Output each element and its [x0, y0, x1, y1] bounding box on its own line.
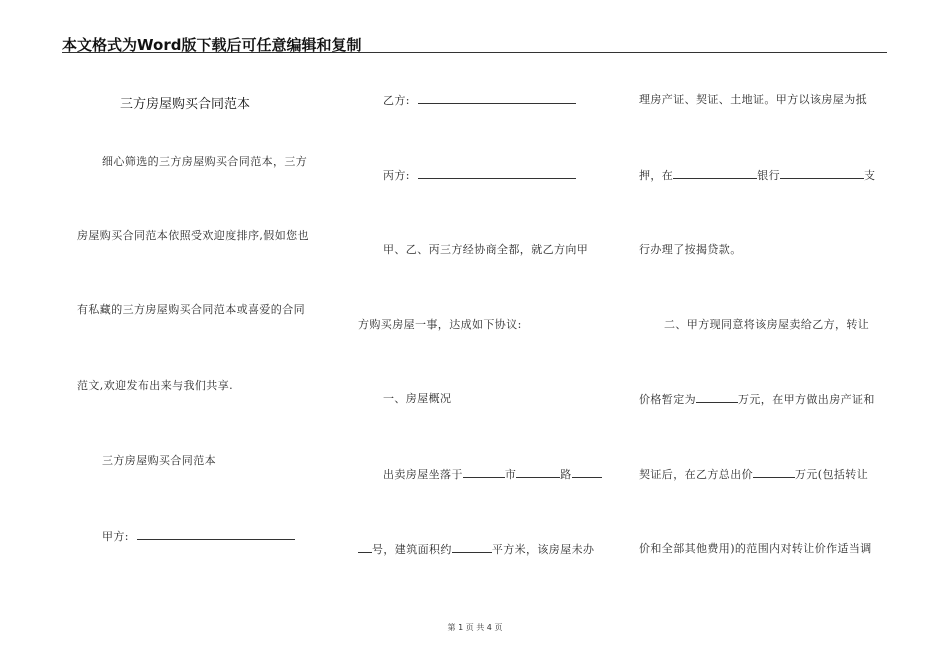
- number-blank: [572, 467, 602, 478]
- price-line: [639, 392, 875, 407]
- mortgage-bank-line: [639, 168, 875, 183]
- mortgage-text: 押，在: [639, 169, 674, 182]
- property-location-line: [383, 467, 602, 482]
- page-number: 第 1 页 共 4 页: [447, 623, 503, 632]
- price-blank: [696, 392, 738, 403]
- city-blank: [463, 467, 505, 478]
- bank-label: 银行: [757, 169, 781, 182]
- total-price-text: 契证后，在乙方总出价: [639, 468, 753, 481]
- area-text: 平方米，该房屋未办: [491, 543, 595, 556]
- section-1-heading: 一、房屋概况: [383, 392, 452, 405]
- party-a-field: [102, 529, 295, 544]
- area-blank: [452, 542, 492, 553]
- col3-line-7: 价和全部其他费用)的范围内对转让价作适当调: [639, 542, 872, 555]
- party-b-field: [383, 93, 576, 108]
- house-number-text: 号，建筑面积约: [372, 543, 452, 556]
- col3-line-3: 行办理了按揭贷款。: [639, 243, 742, 256]
- party-b-blank: [418, 93, 576, 104]
- road-label: 路: [560, 468, 572, 481]
- col1-line-1: 细心筛选的三方房屋购买合同范本，三方: [102, 155, 308, 168]
- price-unit-text: 万元，在甲方做出房产证和: [738, 393, 875, 406]
- section-2-heading: 二、甲方现同意将该房屋卖给乙方，转让: [664, 318, 870, 331]
- party-c-field: [383, 168, 576, 183]
- house-number-blank: [358, 542, 372, 553]
- party-a-label: 甲方:: [102, 530, 129, 543]
- col2-line-4: 方购买房屋一事，达成如下协议:: [358, 318, 522, 331]
- document-header-title: 本文格式为Word版下载后可任意编辑和复制: [62, 36, 362, 54]
- branch-blank: [780, 168, 864, 179]
- col1-subtitle: 三方房屋购买合同范本: [102, 454, 216, 467]
- party-b-label: 乙方:: [383, 94, 410, 107]
- city-label: 市: [504, 468, 517, 481]
- document-title: 三方房屋购买合同范本: [120, 97, 251, 112]
- col1-line-3: 有私藏的三方房屋购买合同范本或喜爱的合同: [77, 303, 305, 316]
- party-c-label: 丙方:: [383, 169, 410, 182]
- road-blank: [516, 467, 560, 478]
- total-price-blank: [753, 467, 795, 478]
- bank-blank: [673, 168, 757, 179]
- col1-line-2: 房屋购买合同范本依照受欢迎度排序,假如您也: [77, 229, 309, 242]
- branch-label: 支: [864, 169, 876, 182]
- party-c-blank: [418, 168, 576, 179]
- col2-line-3: 甲、乙、丙三方经协商全都，就乙方向甲: [383, 243, 589, 256]
- building-area-line: [358, 542, 594, 557]
- col1-line-4: 范文,欢迎发布出来与我们共享.: [77, 379, 233, 392]
- total-price-line: [639, 467, 868, 482]
- location-label: 出卖房屋坐落于: [383, 468, 463, 481]
- party-a-blank: [137, 529, 295, 540]
- total-price-unit-text: 万元(包括转让: [795, 468, 869, 481]
- price-text: 价格暂定为: [639, 393, 696, 406]
- header-divider: [62, 52, 887, 53]
- col3-line-1: 理房产证、契证、土地证。甲方以该房屋为抵: [639, 93, 867, 106]
